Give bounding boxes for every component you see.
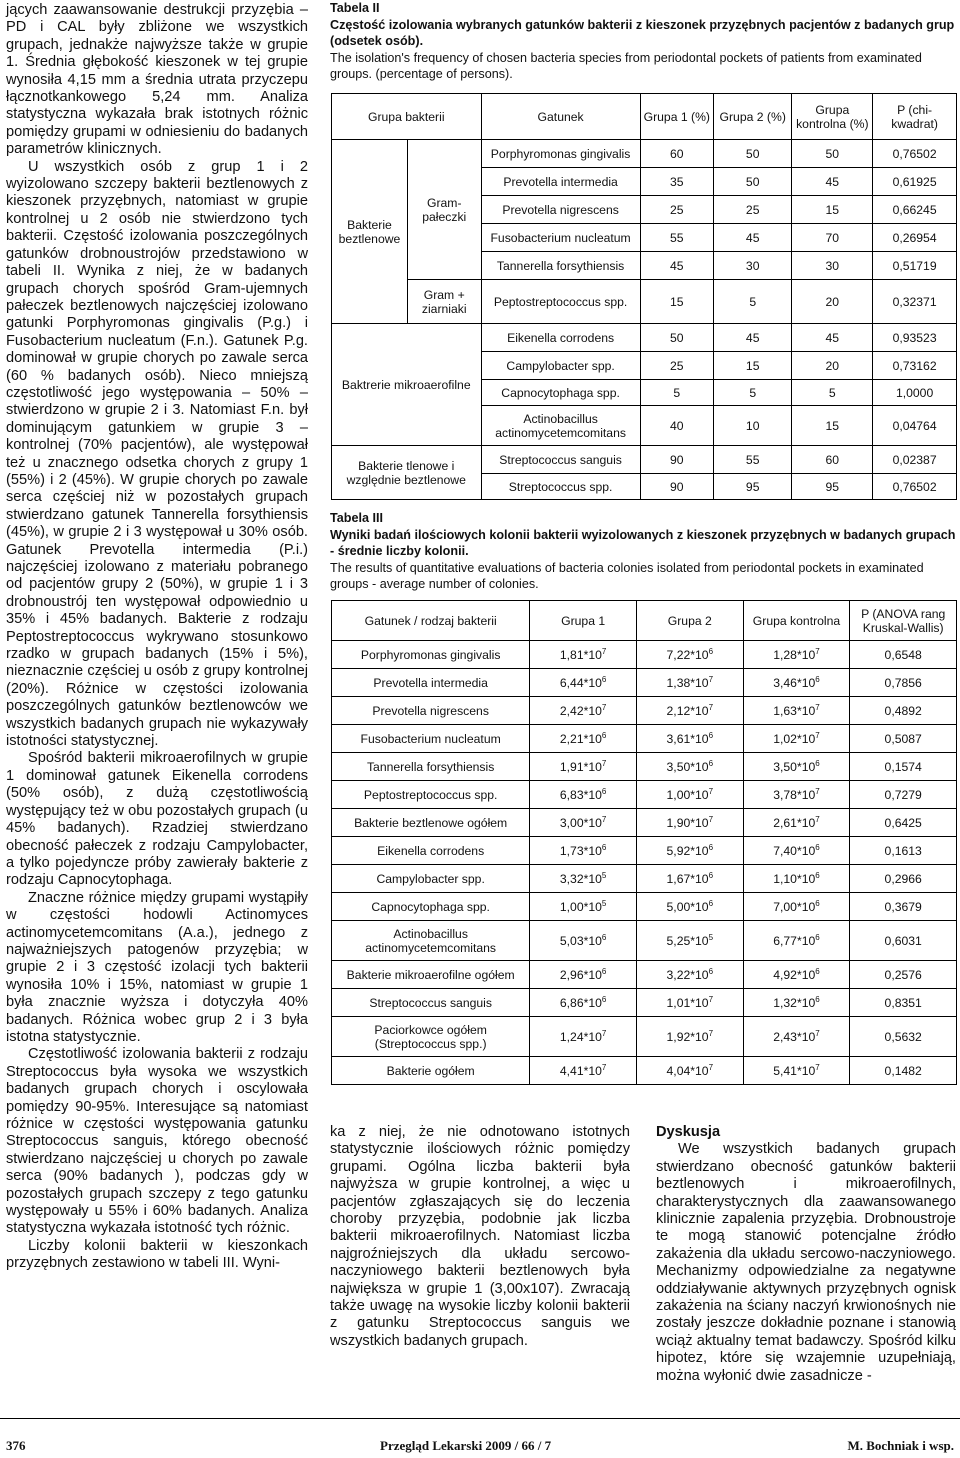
table2-header: Gatunek (481, 94, 640, 140)
table-cell: 0,6425 (850, 809, 957, 837)
exponent: 7 (708, 786, 714, 796)
table2-header: Grupa kontrolna (%) (792, 94, 873, 140)
table-cell: Streptococcus sanguis (332, 989, 530, 1017)
table-row (332, 837, 957, 865)
table-cell: $3,50*10^6$ (636, 753, 743, 781)
table-cell: 90 (640, 474, 713, 500)
exponent: 6 (815, 898, 820, 908)
table-cell: 0,5087 (850, 725, 957, 753)
table-cell: Tannerella forsythiensis (481, 252, 640, 280)
table-cell: $2,61*10^7$ (743, 809, 850, 837)
table-cell: 5 (713, 380, 791, 406)
table-cell: $1,73*10^6$ (530, 837, 637, 865)
table-cell: Capnocytophaga spp. (332, 893, 530, 921)
table-cell: $6,86*10^6$ (530, 989, 637, 1017)
table-cell: 0,3679 (850, 893, 957, 921)
table-cell: $2,21*10^6$ (530, 725, 637, 753)
table-cell: 5 (640, 380, 713, 406)
table-cell: 55 (640, 224, 713, 252)
table-cell: Porphyromonas gingivalis (332, 641, 530, 669)
table-cell: $7,22*10^6$ (636, 641, 743, 669)
table-cell: 0,6548 (850, 641, 957, 669)
exponent: 6 (601, 994, 607, 1004)
discussion-heading: Dyskusja (656, 1124, 721, 1140)
table-cell: 15 (640, 280, 713, 324)
table-cell: $5,00*10^6$ (636, 893, 743, 921)
table-row (332, 1017, 957, 1057)
exponent: 7 (815, 646, 820, 656)
table-cell: $1,28*10^7$ (743, 641, 850, 669)
table-cell: 0,5632 (850, 1017, 957, 1057)
table-cell: 0,8351 (850, 989, 957, 1017)
group-aerobic: Bakterie tlenowe i względnie beztlenowe (332, 446, 482, 500)
table3-title-en: The results of quantitative evaluations of bacteria colonies isolated from periodontal pockets in examinated groups - average number of colonies. (330, 560, 924, 591)
table-cell: 30 (792, 252, 873, 280)
table-cell: $6,83*10^6$ (530, 781, 637, 809)
table-cell: $1,92*10^7$ (636, 1017, 743, 1057)
exponent: 6 (708, 758, 714, 768)
table-cell: $4,41*10^7$ (530, 1057, 637, 1085)
group-gram-pos: Gram + ziarniaki (407, 280, 481, 324)
paragraph: jących zaawansowanie destrukcji przyzębia – PD i CAL były zbliżone we wszystkich grupach, jednakże najwyższe także w grupie 1. Średnia głębokość kieszonek w tej grupie wynosiła 4,15 mm a średnia utrata przyczepu łącznotkankowego 5,24 mm. Analiza statystyczna wykazała brak istotnych różnic pomiędzy grupami w odniesieniu do badanych parametrów klinicznych. (6, 2, 308, 158)
table-cell: 0,1482 (850, 1057, 957, 1085)
table-cell: Peptostreptococcus spp. (481, 280, 640, 324)
exponent: 7 (815, 814, 820, 824)
exponent: 7 (601, 1028, 607, 1038)
table-cell: 0,76502 (873, 140, 957, 168)
table-cell: 20 (792, 280, 873, 324)
table3-header: P (ANOVA rang Kruskal-Wallis) (850, 601, 957, 641)
table2-header: Grupa 1 (%) (640, 94, 713, 140)
exponent: 7 (601, 814, 607, 824)
table-cell: $5,25*10^5$ (636, 921, 743, 961)
table-cell: Capnocytophaga spp. (481, 380, 640, 406)
table-cell: 55 (713, 446, 791, 474)
table-cell: 5 (713, 280, 791, 324)
exponent: 6 (815, 674, 820, 684)
table-row (332, 961, 957, 989)
journal-name: Przegląd Lekarski 2009 / 66 / 7 (380, 1438, 552, 1453)
table-row (332, 725, 957, 753)
table3-title-pl: Wyniki badań ilościowych kolonii bakterii wyizolowanych z kieszonek przyzębnych w badanych grupach - średnie liczby kolonii. (330, 527, 956, 558)
table2-header: P (chi-kwadrat) (873, 94, 957, 140)
table-cell: $3,78*10^7$ (743, 781, 850, 809)
table-cell: Prevotella nigrescens (481, 196, 640, 224)
table-cell: 0,2576 (850, 961, 957, 989)
exponent: 6 (708, 730, 714, 740)
author-name: M. Bochniak i wsp. (847, 1438, 954, 1453)
exponent: 7 (708, 814, 714, 824)
exponent: 6 (815, 932, 820, 942)
exponent: 7 (708, 1062, 714, 1072)
paragraph: Liczby kolonii bakterii w kieszonkach przyzębnych zestawiono w tabeli III. Wyni- (6, 1237, 308, 1272)
table-cell: Campylobacter spp. (332, 865, 530, 893)
exponent: 6 (601, 730, 607, 740)
table-cell: 0,2966 (850, 865, 957, 893)
exponent: 6 (601, 674, 607, 684)
exponent: 6 (815, 994, 820, 1004)
table-cell: $1,38*10^7$ (636, 669, 743, 697)
table-cell: 5 (792, 380, 873, 406)
exponent: 6 (708, 898, 714, 908)
table-cell: 40 (640, 406, 713, 446)
exponent: 7 (815, 786, 820, 796)
table2-header: Grupa 2 (%) (713, 94, 791, 140)
table-cell: 0,7856 (850, 669, 957, 697)
table-cell: $1,90*10^7$ (636, 809, 743, 837)
exponent: 6 (601, 786, 607, 796)
table-cell: 0,26954 (873, 224, 957, 252)
bottom-middle-column (330, 1124, 630, 1350)
table-cell: $6,77*10^6$ (743, 921, 850, 961)
table-cell: 0,51719 (873, 252, 957, 280)
table-cell: $4,04*10^7$ (636, 1057, 743, 1085)
table-cell: 15 (713, 352, 791, 380)
group-gram-neg: Gram-pałeczki (407, 140, 481, 280)
table-cell: $6,44*10^6$ (530, 669, 637, 697)
table-cell: Bakterie mikroaerofilne ogółem (332, 961, 530, 989)
paragraph: Częstotliwość izolowania bakterii z rodzaju Streptococcus była wysoka we wszystkich badanych grupach chorych i oscylowała pomiędzy 90-95%. Interesujące są natomiast różnice w częstości występowania gatunku Streptococcus sanguis, którego obecność stwierdzano najczęściej u chorych po zawale serca (90% badanych ), podczas gdy w pozostałych grupach szczepy z tego gatunku występowały u 55% i 60% badanych. Analiza statystyczna wykazała istotność tych różnic. (6, 1046, 308, 1237)
paragraph: Spośród bakterii mikroaerofilnych w grupie 1 dominował gatunek Eikenella corrodens (50% osób), z dużą częstotliwością występujący też w obu pozostałych grupach (u 45% badanych). Rzadziej stwierdzano obecność pałeczek z rodzaju Campylobacter, a tylko pojedyncze próby zawierały bakterie z rodzaju Capnocytophaga. (6, 750, 308, 889)
table-row (332, 1057, 957, 1085)
exponent: 6 (601, 842, 607, 852)
group-microaerophilic: Baktrerie mikroaerofilne (332, 324, 482, 446)
table-cell: 0,61925 (873, 168, 957, 196)
table-cell: $3,46*10^6$ (743, 669, 850, 697)
table-cell: Prevotella intermedia (332, 669, 530, 697)
exponent: 6 (708, 646, 714, 656)
table-cell: $1,00*10^7$ (636, 781, 743, 809)
table2-title-en: The isolation's frequency of chosen bacteria species from periodontal pockets of patients from examinated groups. (percentage of persons). (330, 50, 922, 81)
exponent: 7 (815, 730, 820, 740)
table-cell: $3,61*10^6$ (636, 725, 743, 753)
page-number: 376 (6, 1438, 26, 1453)
table-cell: $1,32*10^6$ (743, 989, 850, 1017)
left-column (6, 2, 308, 1273)
table-row (332, 669, 957, 697)
table-cell: Streptococcus sanguis (481, 446, 640, 474)
table2-header: Grupa bakterii (332, 94, 482, 140)
table-cell: 0,4892 (850, 697, 957, 725)
table-cell: $1,81*10^7$ (530, 641, 637, 669)
table-cell: 0,02387 (873, 446, 957, 474)
table2-caption (330, 0, 956, 83)
exponent: 7 (601, 646, 607, 656)
table-cell: Actinobacillus actinomycetemcomitans (332, 921, 530, 961)
table-cell: 50 (713, 168, 791, 196)
table-cell: 0,6031 (850, 921, 957, 961)
exponent: 6 (815, 842, 820, 852)
table-cell: 1,0000 (873, 380, 957, 406)
exponent: 6 (601, 966, 607, 976)
table-cell: $2,43*10^7$ (743, 1017, 850, 1057)
table3-header: Grupa 2 (636, 601, 743, 641)
table-cell: $5,92*10^6$ (636, 837, 743, 865)
exponent: 7 (815, 1062, 820, 1072)
table-cell: $3,22*10^6$ (636, 961, 743, 989)
table-row (332, 781, 957, 809)
table-cell: $3,32*10^5$ (530, 865, 637, 893)
table-cell: 25 (640, 352, 713, 380)
exponent: 7 (601, 702, 607, 712)
table-cell: Paciorkowce ogółem (Streptococcus spp.) (332, 1017, 530, 1057)
table-cell: Prevotella intermedia (481, 168, 640, 196)
table-cell: $2,96*10^6$ (530, 961, 637, 989)
exponent: 7 (601, 1062, 607, 1072)
table-cell: Fusobacterium nucleatum (332, 725, 530, 753)
table3-header: Grupa kontrolna (743, 601, 850, 641)
exponent: 7 (815, 702, 820, 712)
table3-header: Gatunek / rodzaj bakterii (332, 601, 530, 641)
table-cell: 0,73162 (873, 352, 957, 380)
exponent: 5 (601, 870, 607, 880)
table-cell: 25 (713, 196, 791, 224)
table-cell: Campylobacter spp. (481, 352, 640, 380)
table-cell: 95 (792, 474, 873, 500)
exponent: 6 (601, 932, 607, 942)
table-cell: $1,00*10^5$ (530, 893, 637, 921)
table-cell: 30 (713, 252, 791, 280)
table2-label: Tabela II (330, 1, 380, 15)
table2 (331, 93, 957, 500)
table-cell: 70 (792, 224, 873, 252)
table-cell: $1,10*10^6$ (743, 865, 850, 893)
table3-label: Tabela III (330, 511, 383, 525)
group-anaerobic: Bakterie beztlenowe (332, 140, 408, 324)
table-cell: Peptostreptococcus spp. (332, 781, 530, 809)
exponent: 6 (708, 966, 714, 976)
table-cell: $5,03*10^6$ (530, 921, 637, 961)
table-row (332, 809, 957, 837)
table-cell: $1,02*10^7$ (743, 725, 850, 753)
exponent: 6 (815, 870, 820, 880)
table-cell: 45 (713, 324, 791, 352)
table-cell: Bakterie ogółem (332, 1057, 530, 1085)
table3-body (332, 641, 957, 1085)
table-row (332, 865, 957, 893)
table-cell: $1,63*10^7$ (743, 697, 850, 725)
table-cell: 95 (713, 474, 791, 500)
table-cell: $7,00*10^6$ (743, 893, 850, 921)
table-cell: 0,1613 (850, 837, 957, 865)
table-cell: 20 (792, 352, 873, 380)
discussion-column (656, 1124, 956, 1385)
table-cell: Streptococcus spp. (481, 474, 640, 500)
table-cell: 0,76502 (873, 474, 957, 500)
table3 (331, 600, 957, 1085)
exponent: 7 (601, 758, 607, 768)
paragraph: U wszystkich osób z grup 1 i 2 wyizolowano szczepy bakterii beztlenowych z kieszonek przyzębnych, natomiast w grupie kontrolnej u 2 osób nie stwierdzono tych bakterii. Częstość izolowania poszczególnych gatunków drobnoustrojów przedstawiono w tabeli II. Wynika z niej, że w badanych grupach chorych spośród Gram-ujemnych pałeczek beztlenowych najczęściej izolowano gatunki Porphyromonas gingivalis (P.g.) i Fusobacterium nucleatum (F.n.). Gatunek P.g. dominował w grupie chorych po zawale serca (60 % badanych osób). Nieco mniejszą częstotliwość jego występowania – 50% – stwierdzono w grupie 2 i 3. Natomiast F.n. był dominującym gatunkiem w grupie 3 – kontrolnej (70% pacjentów), ale występował też u znacznego odsetka chorych z grupy 1 (55%) i 2 (45%). W grupie chorych po zawale serca częściej niż w pozostałych grupach stwierdzano gatunek Tannerella forsythiensis (45%), w grupie 2 i 3 występował u 30% osób. Gatunek Prevotella intermedia (P.i.) najczęściej izolowano z materiału pobranego od pacjentów grupy 2 (50%), w grupie 1 i 3 drobnoustrój ten występował odpowiednio u 35% i 45% badanych. Bakterie z rodzaju Peptostreptococcus wykrywano stosunkowo rzadko w grupach badanych (15% i 5%), nieznacznie częściej u osób z grupy kontrolnej (20%). Różnice w częstości izolowania poszczególnych gatunków beztlenowców we wszystkich badanych grupach nie wykazywały istotności statystycznej. (6, 158, 308, 750)
table-row (332, 921, 957, 961)
table-row (332, 641, 957, 669)
exponent: 6 (815, 758, 820, 768)
table-cell: 60 (640, 140, 713, 168)
table-cell: Prevotella nigrescens (332, 697, 530, 725)
table-cell: $1,67*10^6$ (636, 865, 743, 893)
table-cell: $2,42*10^7$ (530, 697, 637, 725)
table-cell: Fusobacterium nucleatum (481, 224, 640, 252)
table-cell: 45 (792, 324, 873, 352)
table-row (332, 753, 957, 781)
table-cell: $5,41*10^7$ (743, 1057, 850, 1085)
table-cell: 15 (792, 406, 873, 446)
table-cell: 0,1574 (850, 753, 957, 781)
exponent: 7 (708, 674, 714, 684)
table-cell: 90 (640, 446, 713, 474)
table-cell: 50 (640, 324, 713, 352)
table-cell: 45 (713, 224, 791, 252)
table-cell: $4,92*10^6$ (743, 961, 850, 989)
table-cell: Eikenella corrodens (332, 837, 530, 865)
table-cell: 35 (640, 168, 713, 196)
footer-rule (0, 1418, 960, 1419)
table-cell: 60 (792, 446, 873, 474)
table2-title-pl: Częstość izolowania wybranych gatunków bakterii z kieszonek przyzębnych pacjentów z badanych grup (odsetek osób). (330, 17, 955, 48)
exponent: 5 (708, 932, 714, 942)
table-cell: 10 (713, 406, 791, 446)
exponent: 7 (708, 702, 714, 712)
paragraph: Znaczne różnice między grupami wystąpiły w częstości hodowli Actinomyces actinomycetemcomitans (A.a.), jednego z najważniejszych patogenów przyzębia; w grupie 2 i 3 częstość izolacji tych bakterii wynosiła 10% i 15%, natomiast w grupie 1 była znacznie wyższa i dotyczyła 40% badanych. Różnica wobec grup 2 i 3 była istotna statystycznie. (6, 889, 308, 1045)
exponent: 7 (815, 1028, 820, 1038)
table-cell: 50 (713, 140, 791, 168)
table-cell: 25 (640, 196, 713, 224)
table-cell: 0,66245 (873, 196, 957, 224)
exponent: 6 (815, 966, 820, 976)
exponent: 5 (601, 898, 607, 908)
table-cell: 0,93523 (873, 324, 957, 352)
table-cell: 15 (792, 196, 873, 224)
table-cell: 0,32371 (873, 280, 957, 324)
table-cell: 45 (640, 252, 713, 280)
table-cell: $1,24*10^7$ (530, 1017, 637, 1057)
table-cell: $1,01*10^7$ (636, 989, 743, 1017)
table-cell: $7,40*10^6$ (743, 837, 850, 865)
table-row (332, 989, 957, 1017)
table-cell: $3,50*10^6$ (743, 753, 850, 781)
exponent: 7 (708, 994, 714, 1004)
table-cell: $2,12*10^7$ (636, 697, 743, 725)
table-row (332, 697, 957, 725)
paragraph: ka z niej, że nie odnotowano istotnych statystycznie ilościowych różnic pomiędzy grupami. Ogólna liczba bakterii była najwyższa w grupie kontrolnej, a więc u pacjentów zgłaszających się do leczenia choroby przyzębia, podobnie jak liczba bakterii mikroaerofilnych. Natomiast liczba najgroźniejszych dla układu sercowo-naczyniowego bakterii beztlenowych była największa w grupie 1 (3,00x107). Zwracają także uwagę na wysokie liczby kolonii bakterii z gatunku Streptococcus sanguis we wszystkich badanych grupach. (330, 1124, 630, 1349)
table-cell: 45 (792, 168, 873, 196)
table-cell: $1,91*10^7$ (530, 753, 637, 781)
table-cell: Tannerella forsythiensis (332, 753, 530, 781)
table-cell: 0,04764 (873, 406, 957, 446)
exponent: 6 (708, 842, 714, 852)
paragraph: We wszystkich badanych grupach stwierdzano obecność gatunków bakterii beztlenowych i mikroaerofilnych, charakterystycznych dla zaawansowanego klinicznie zapalenia przyzębia. Drobnoustroje te mogą stanowić potencjalne źródło zakażenia dla układu sercowo-naczyniowego. Mechanizmy odpowiedzialne za negatywne oddziaływanie aktywnych przyzębnych ognisk zakażenia na ściany naczyń krwionośnych nie zostały jeszcze dokładnie poznane i stanowią wciąż aktualny temat badawczy. Spośród kilku hipotez, które się wzajemnie uzupełniają, można wyłonić dwie zasadnicze - (656, 1141, 956, 1384)
table3-header: Grupa 1 (530, 601, 637, 641)
table3-caption (330, 510, 956, 593)
table-cell: $3,00*10^7$ (530, 809, 637, 837)
table-cell: Eikenella corrodens (481, 324, 640, 352)
exponent: 6 (708, 870, 714, 880)
table-cell: Actinobacillus actinomycetemcomitans (481, 406, 640, 446)
table-cell: Porphyromonas gingivalis (481, 140, 640, 168)
table-row (332, 893, 957, 921)
table-cell: Bakterie beztlenowe ogółem (332, 809, 530, 837)
table-cell: 0,7279 (850, 781, 957, 809)
table-cell: 50 (792, 140, 873, 168)
exponent: 7 (708, 1028, 714, 1038)
